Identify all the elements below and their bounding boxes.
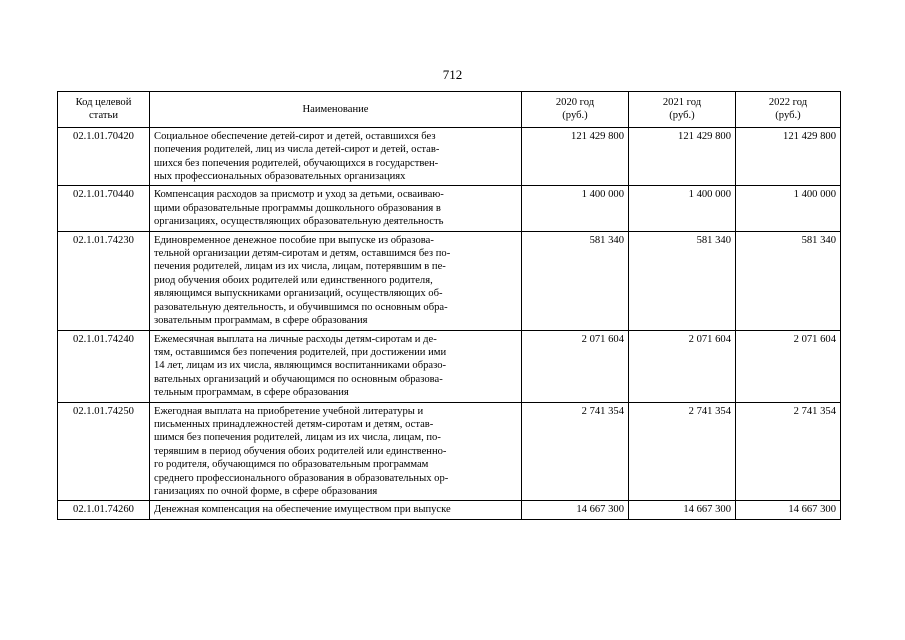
row-amount-2020: 14 667 300 [522,501,629,519]
row-name-line: го родителя, обучающимся по образовательным программам [154,459,429,471]
row-name-line: среднего профессионального образования в образовательных ор- [154,472,449,484]
header-2020: 2020 год (руб.) [522,92,629,128]
row-name-line: вательных организаций и обучающимся по основным образова- [154,373,443,385]
table-row [58,402,841,501]
row-amount-2022: 2 071 604 [736,330,841,402]
row-name-line: являющимся выпускниками организаций, осуществляющих об- [154,288,443,300]
row-name [150,402,522,501]
row-name-line: Денежная компенсация на обеспечение имуществом при выпуске [154,504,451,516]
row-name-line: письменных принадлежностей детям-сиротам и детям, остав- [154,418,434,430]
row-code: 02.1.01.74230 [58,231,150,330]
row-amount-2022: 1 400 000 [736,186,841,231]
header-name: Наименование [150,92,522,128]
row-name-line: шихся без попечения родителей, обучающихся в государствен- [154,157,439,169]
row-name [150,231,522,330]
row-name-line: Компенсация расходов за присмотр и уход за детьми, осваиваю- [154,189,444,201]
row-name-line: ганизациях по очной форме, в сфере образования [154,485,378,497]
row-name-line: зовательным программам, в сфере образования [154,315,368,327]
row-name [150,127,522,186]
table-row [58,231,841,330]
row-code: 02.1.01.74250 [58,402,150,501]
row-name-line: печения родителей, лицам из их числа, лицам, потерявшим в пе- [154,261,446,273]
table-row [58,186,841,231]
row-name-line: Ежемесячная выплата на личные расходы детям-сиротам и де- [154,333,437,345]
row-amount-2021: 581 340 [629,231,736,330]
row-code: 02.1.01.70440 [58,186,150,231]
row-name [150,186,522,231]
row-code: 02.1.01.70420 [58,127,150,186]
row-name-line: тям, оставшимся без попечения родителей, при достижении ими [154,346,447,358]
row-amount-2020: 2 071 604 [522,330,629,402]
row-amount-2021: 2 071 604 [629,330,736,402]
row-name-line: Единовременное денежное пособие при выпуске из образова- [154,234,434,246]
row-name-line: организациях, осуществляющих образовательную деятельность [154,216,444,228]
table-row [58,127,841,186]
row-name-line: риод обучения обоих родителей или единственного родителя, [154,274,433,286]
row-name-line: терявшим в период обучения обоих родителей или единственно- [154,445,447,457]
table-header-row [58,92,841,128]
row-amount-2022: 14 667 300 [736,501,841,519]
row-name-line: шимся без попечения родителей, лицам из их числа, лицам, по- [154,432,441,444]
row-name-line: 14 лет, лицам из их числа, являющимся воспитанниками образо- [154,360,447,372]
row-amount-2020: 1 400 000 [522,186,629,231]
row-amount-2020: 121 429 800 [522,127,629,186]
row-name-line: ных профессиональных образовательных организациях [154,171,406,183]
header-code: Код целевой статьи [58,92,150,128]
row-name-line: Социальное обеспечение детей-сирот и детей, оставшихся без [154,130,436,142]
table-body [58,127,841,519]
row-name-line: Ежегодная выплата на приобретение учебной литературы и [154,405,424,417]
row-amount-2020: 2 741 354 [522,402,629,501]
header-2022: 2022 год (руб.) [736,92,841,128]
row-name-line: тельным программам, в сфере образования [154,387,349,399]
row-name [150,330,522,402]
row-amount-2022: 121 429 800 [736,127,841,186]
table-row [58,501,841,519]
row-name-line: попечения родителей, лиц из числа детей-сирот и детей, остав- [154,144,440,156]
row-amount-2021: 14 667 300 [629,501,736,519]
row-amount-2020: 581 340 [522,231,629,330]
row-amount-2022: 581 340 [736,231,841,330]
row-amount-2021: 121 429 800 [629,127,736,186]
row-amount-2021: 2 741 354 [629,402,736,501]
page-number: 712 [442,67,463,82]
table-row [58,330,841,402]
row-name-line: щими образовательные программы дошкольного образования в [154,202,441,214]
row-amount-2021: 1 400 000 [629,186,736,231]
row-name-line: тельной организации детям-сиротам и детям, оставшимся без по- [154,248,451,260]
row-code: 02.1.01.74260 [58,501,150,519]
row-code: 02.1.01.74240 [58,330,150,402]
row-amount-2022: 2 741 354 [736,402,841,501]
row-name [150,501,522,519]
header-2021: 2021 год (руб.) [629,92,736,128]
budget-table [57,91,841,520]
row-name-line: разовательную деятельность, и обучившимся по основным обра- [154,301,448,313]
